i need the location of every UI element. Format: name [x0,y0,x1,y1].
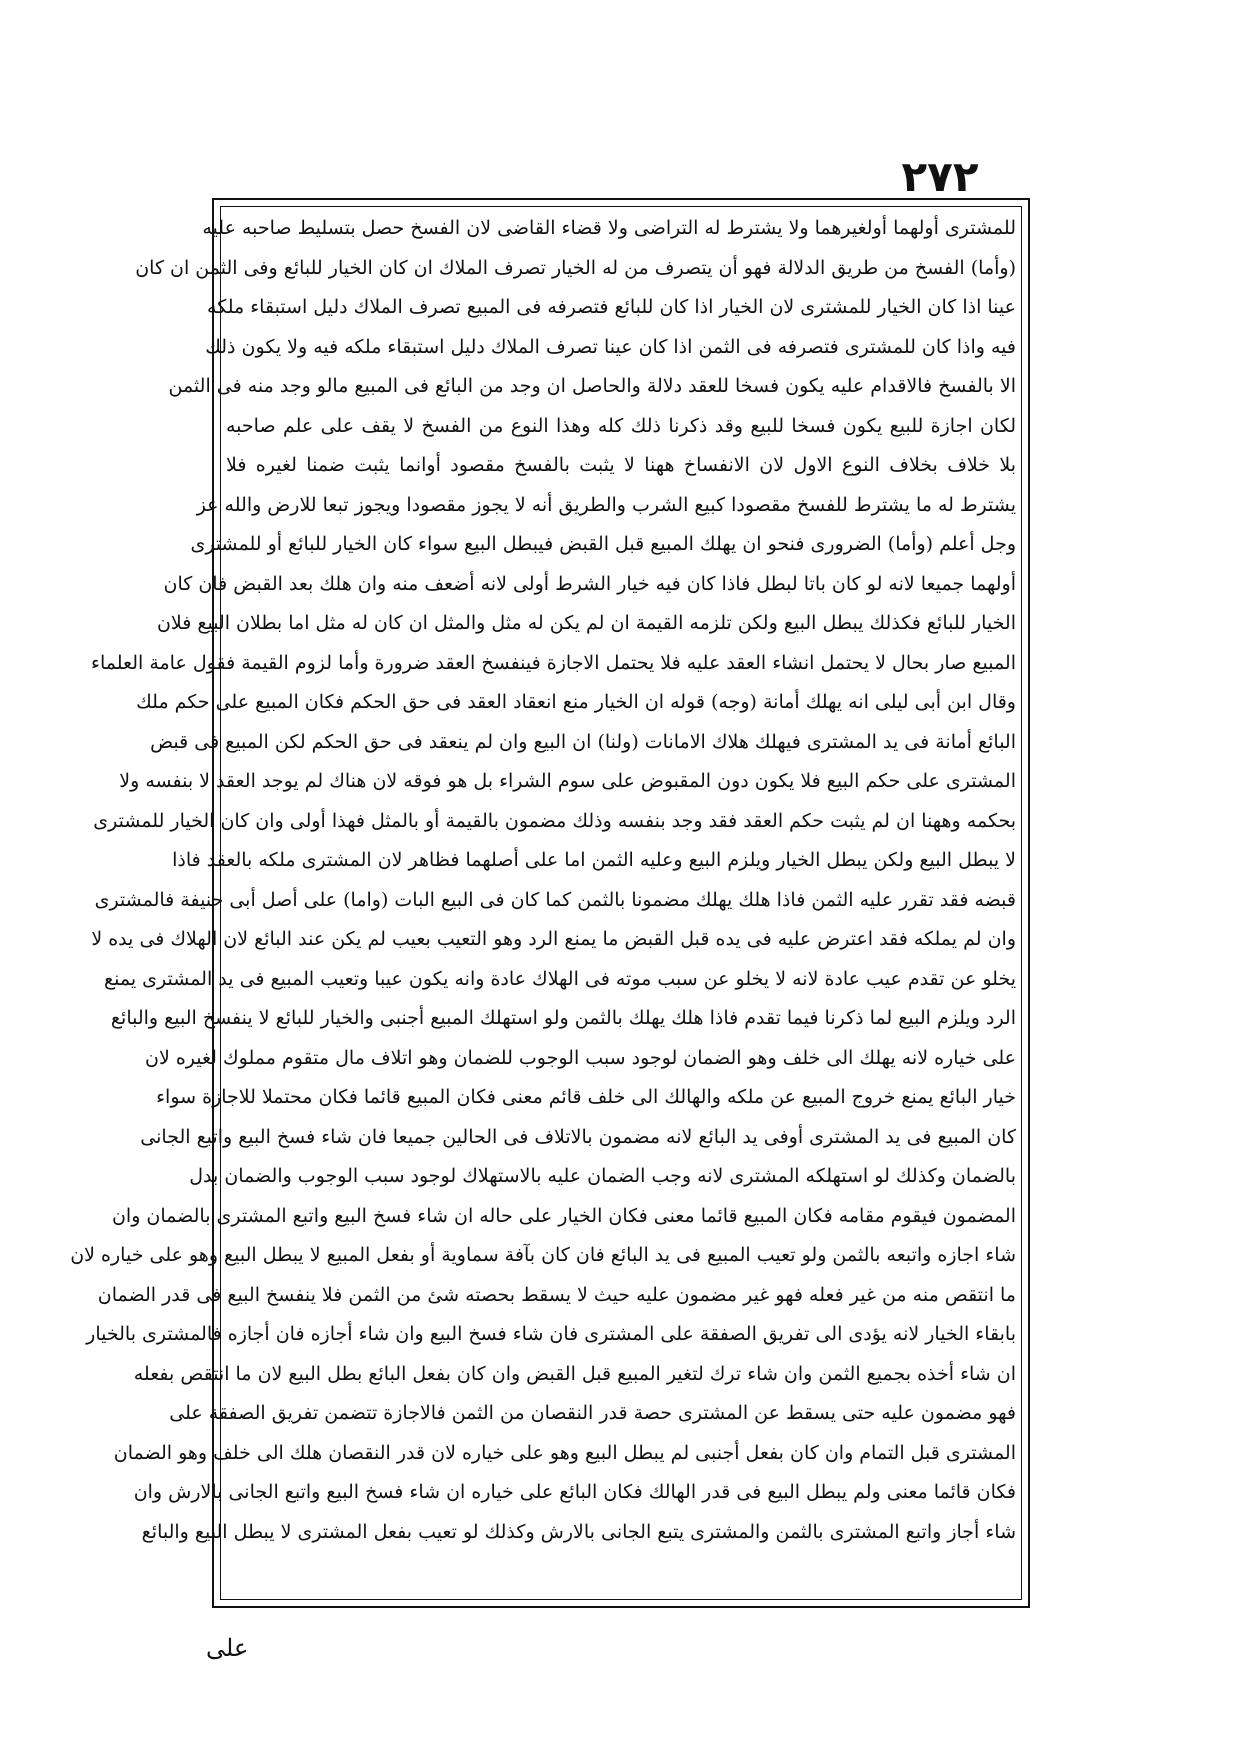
text-line: الرد ويلزم البيع لما ذكرنا فيما تقدم فاذا هلك يهلك بالثمن ولو استهلك المبيع أجنبى والخيار للبائع لا ينفسخ البيع والبائع [110,1007,1016,1029]
text-line: يشترط له ما يشترط للفسخ مقصودا كبيع الشرب والطريق أنه لا يجوز مقصودا ويجوز تبعا للارض والله عز [196,493,1016,516]
text-line: ان شاء أخذه بجميع الثمن وان شاء ترك لتغير المبيع قبل القبض وان كان بفعل البائع بطل البيع لان ما انتقص بفعله [133,1362,1016,1385]
text-line: أولهما جميعا لانه لو كان باتا لبطل فاذا كان فيه خيار الشرط أولى لانه أضعف منه وان هلك بعد القبض فان كان [163,572,1016,595]
catchword: على [206,1634,249,1662]
text-line: (وأما) الفسخ من طريق الدلالة فهو أن يتصرف من له الخيار تصرف الملاك ان كان الخيار للبائع وفى الثمن ان كان [135,256,1016,279]
text-line: المشترى قبل التمام وان كان بفعل أجنبى لم يبطل البيع وهو على خياره لان قدر النقصان هلك الى خلف وهو الضمان [113,1441,1016,1464]
text-line: شاء اجازه واتبعه بالثمن ولو تعيب المبيع فى يد البائع فان كان بآفة سماوية أو بفعل المبيع لا يبطل البيع وهو على خياره لان [70,1244,1016,1266]
text-line: الا بالفسخ فالاقدام عليه يكون فسخا للعقد دلالة والحاصل ان وجد من البائع فى المبيع مالو وجد منه فى الثمن [168,375,1016,397]
text-line: شاء أجاز واتبع المشترى بالثمن والمشترى يتبع الجانى بالارش وكذلك لو تعيب بفعل المشترى لا يبطل البيع والبائع [141,1520,1016,1543]
text-line: لا يبطل البيع ولكن يبطل الخيار ويلزم البيع وعليه الثمن اما على أصلهما فظاهر لان المشترى ملكه بالعقد فاذا [172,849,1016,871]
text-line: فكان قائما معنى ولم يبطل البيع فى قدر الهالك فكان البائع على خياره ان شاء فسخ البيع واتبع الجانى بالارش وان [133,1481,1016,1503]
text-line: كان المبيع فى يد المشترى أوفى يد البائع لانه مضمون بالاتلاف فى الحالين جميعا فان شاء فسخ البيع واتبع الجانى [140,1125,1016,1148]
text-line: على خياره لانه يهلك الى خلف وهو الضمان لوجود سبب الوجوب للضمان وهو اتلاف مال متقوم مملوك لغيره لان [145,1046,1016,1069]
text-line: وجل أعلم (وأما) الضرورى فنحو ان يهلك المبيع قبل القبض فيبطل البيع سواء كان الخيار للبائع أو للمشترى [190,533,1016,555]
text-line: وقال ابن أبى ليلى انه يهلك أمانة (وجه) قوله ان الخيار منع انعقاد العقد فى حق الحكم فكان المبيع على حكم ملك [136,691,1016,713]
text-line: خيار البائع يمنع خروج المبيع عن ملكه والهالك الى خلف قائم معنى فكان المبيع قائما فكان محتملا للاجازة سواء [156,1086,1016,1108]
text-line: قبضه فقد تقرر عليه الثمن فاذا هلك يهلك مضمونا بالثمن كما كان فى البيع البات (واما) على أصل أبى حنيفة فالمشترى [94,888,1016,911]
text-line: المشترى على حكم البيع فلا يكون دون المقبوض على سوم الشراء بل هو فوقه لان هناك لم يوجد العقد لا بنفسه ولا [119,770,1016,792]
text-line: المبيع صار بحال لا يحتمل انشاء العقد عليه فلا يحتمل الاجازة فينفسخ العقد ضرورة وأما لزوم القيمة فقول عامة العلماء [91,651,1016,674]
text-line: بلا خلاف بخلاف النوع الاول لان الانفساخ ههنا لا يثبت بالفسخ مقصود أوانما يثبت ضمنا لغيره فلا [226,454,1016,476]
text-line: فيه واذا كان للمشترى فتصرفه فى الثمن اذا كان عينا تصرف الملاك دليل استبقاء ملكه فيه ولا يكون ذلك [205,335,1016,358]
text-line: الخيار للبائع فكذلك يبطل البيع ولكن تلزمه القيمة ان لم يكن له مثل والمثل ان كان له مثل اما بطلان البيع فلان [156,612,1016,634]
text-line: المضمون فيقوم مقامه فكان المبيع قائما معنى فكان الخيار على حاله ان شاء فسخ البيع واتبع المشترى بالضمان وان [111,1204,1016,1227]
text-line: يخلو عن تقدم عيب عادة لانه لا يخلو عن سبب موته فى الهلاك عادة وانه يكون عيبا وتعيب المبيع فى يد المشترى يمنع [103,967,1016,990]
text-body [70,209,1016,1552]
text-line: بابقاء الخيار لانه يؤدى الى تفريق الصفقة على المشترى فان شاء فسخ البيع وان شاء أجازه فان أجازه فالمشترى بالخيار [86,1323,1016,1345]
text-line: بحكمه وههنا ان لم يثبت حكم العقد فقد وجد بنفسه وذلك مضمون بالقيمة أو بالمثل فهذا أولى وان كان الخيار للمشترى [93,809,1016,832]
text-line: لكان اجازة للبيع يكون فسخا للبيع وقد ذكرنا ذلك كله وهذا النوع من الفسخ لا يقف على علم صاحبه [226,414,1016,437]
text-line: البائع أمانة فى يد المشترى فيهلك هلاك الامانات (ولنا) ان البيع وان لم ينعقد فى حق الحكم لكن المبيع فى قبض [150,730,1016,753]
text-line: عينا اذا كان الخيار للمشترى لان الخيار اذا كان للبائع فتصرفه فى المبيع تصرف الملاك دليل استبقاء ملكه [207,296,1016,318]
text-line: للمشترى أولهما أولغيرهما ولا يشترط له التراضى ولا قضاء القاضى لان الفسخ حصل بتسليط صاحبه عليه [202,217,1016,239]
text-line: فهو مضمون عليه حتى يسقط عن المشترى حصة قدر النقصان من الثمن فالاجازة تتضمن تفريق الصفقة على [169,1402,1016,1424]
text-line: وان لم يملكه فقد اعترض عليه فى يده قبل القبض ما يمنع الرد وهو التعيب بعيب لم يكن عند البائع لان الهلاك فى يده لا [91,928,1016,950]
text-line: ما انتقص منه من غير فعله فهو غير مضمون عليه حيث لا يسقط بحصته شئ من الثمن فلا ينفسخ البيع فى قدر الضمان [97,1283,1016,1306]
text-line: بالضمان وكذلك لو استهلكه المشترى لانه وجب الضمان عليه بالاستهلاك لوجود سبب الوجوب والضمان بدل [189,1165,1016,1187]
page-number: ٢٧٢ [901,152,979,201]
